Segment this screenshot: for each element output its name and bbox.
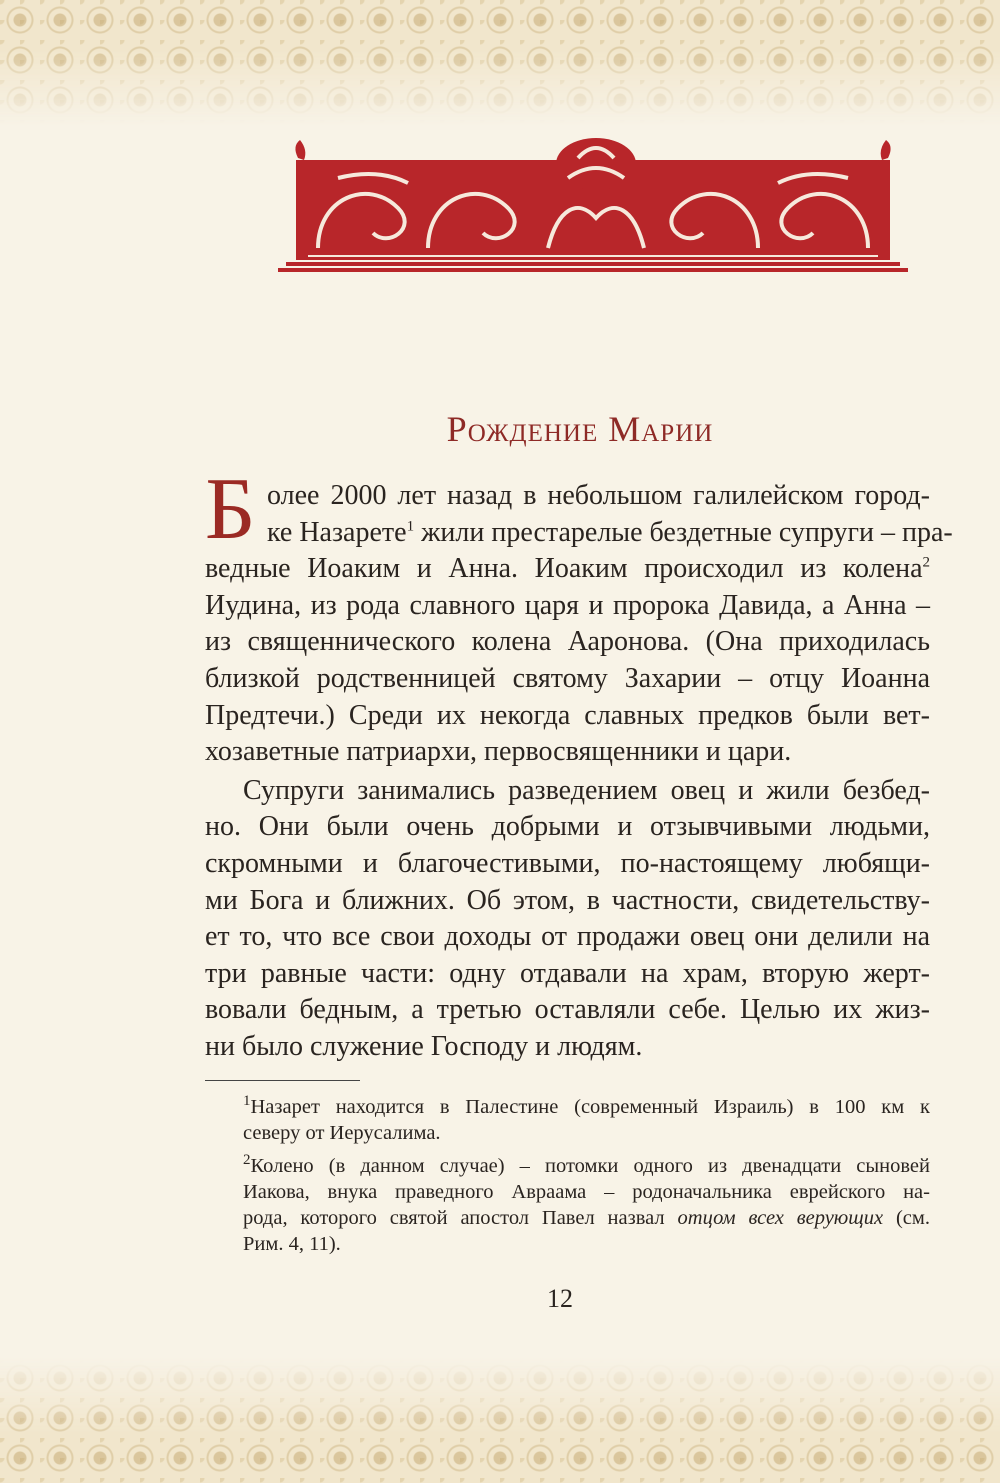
footnote-ref[interactable]: 2: [922, 554, 930, 571]
footnote-line: северу от Иерусалима.: [243, 1122, 441, 1144]
drop-cap: Б: [205, 461, 256, 558]
footnote-divider: [205, 1080, 360, 1081]
text-line: Супруги занимались разведением овец и жили безбед-: [243, 774, 930, 806]
footnote-line: рода, которого святой апостол Павел назвал отцом всех верующих (см.: [243, 1207, 930, 1229]
text-line: но. Они были очень добрыми и отзывчивыми людьми,: [205, 811, 930, 843]
text-line: Иудина, из рода славного царя и пророка Давида, а Анна –: [205, 589, 930, 621]
text-line: Предтечи.) Среди их некогда славных предков были вет-: [205, 699, 930, 731]
ornamental-top-border: [0, 0, 1000, 125]
text-line: вовали бедным, а третью оставляли себе. Целью их жиз-: [205, 994, 930, 1026]
text-line: из священнического колена Ааронова. (Она приходилась: [205, 626, 930, 658]
main-text: [205, 461, 953, 1066]
footnote-1: $^1$Назарет находится в Палестине (современный Израиль) в 100 км к: [243, 1093, 930, 1118]
footnote-line: Рим. 4, 11).: [243, 1233, 341, 1255]
headpiece-ornament: [278, 138, 908, 276]
text-line: ни было служение Господу и людям.: [205, 1030, 643, 1062]
text-line: три равные части: одну отдавали на храм, вторую жерт-: [205, 957, 930, 989]
text-line: ке Назарете$^1$ жили престарелые бездетные супруги – пра-: [267, 516, 953, 548]
footnote-ref[interactable]: 1: [406, 518, 415, 535]
footnotes: [243, 1094, 930, 1264]
text-line: близкой родственницей святому Захарии – отцу Иоанна: [205, 662, 930, 694]
chapter-title: Рождение Марии: [446, 409, 714, 449]
footnote-2: $^2$Колено (в данном случае) – потомки одного из двенадцати сыновей: [243, 1152, 930, 1177]
footnote-line: Иакова, внука праведного Авраама – родоначальника еврейского на-: [243, 1181, 930, 1203]
text-line: ведные Иоаким и Анна. Иоаким происходил из колена$^2$: [205, 553, 930, 585]
text-line: хозаветные патриархи, первосвященники и цари.: [205, 736, 792, 768]
text-line: скромными и благочестивыми, по-настоящему любящи-: [205, 847, 930, 879]
ornamental-bottom-border: [0, 1358, 1000, 1483]
text-line: олее 2000 лет назад в небольшом галилейском город-: [267, 480, 930, 511]
text-line: ет то, что все свои доходы от продажи овец они делили на: [205, 921, 930, 953]
page-number: 12: [547, 1284, 573, 1313]
text-line: ми Бога и ближних. Об этом, в частности, свидетельству-: [205, 884, 930, 916]
